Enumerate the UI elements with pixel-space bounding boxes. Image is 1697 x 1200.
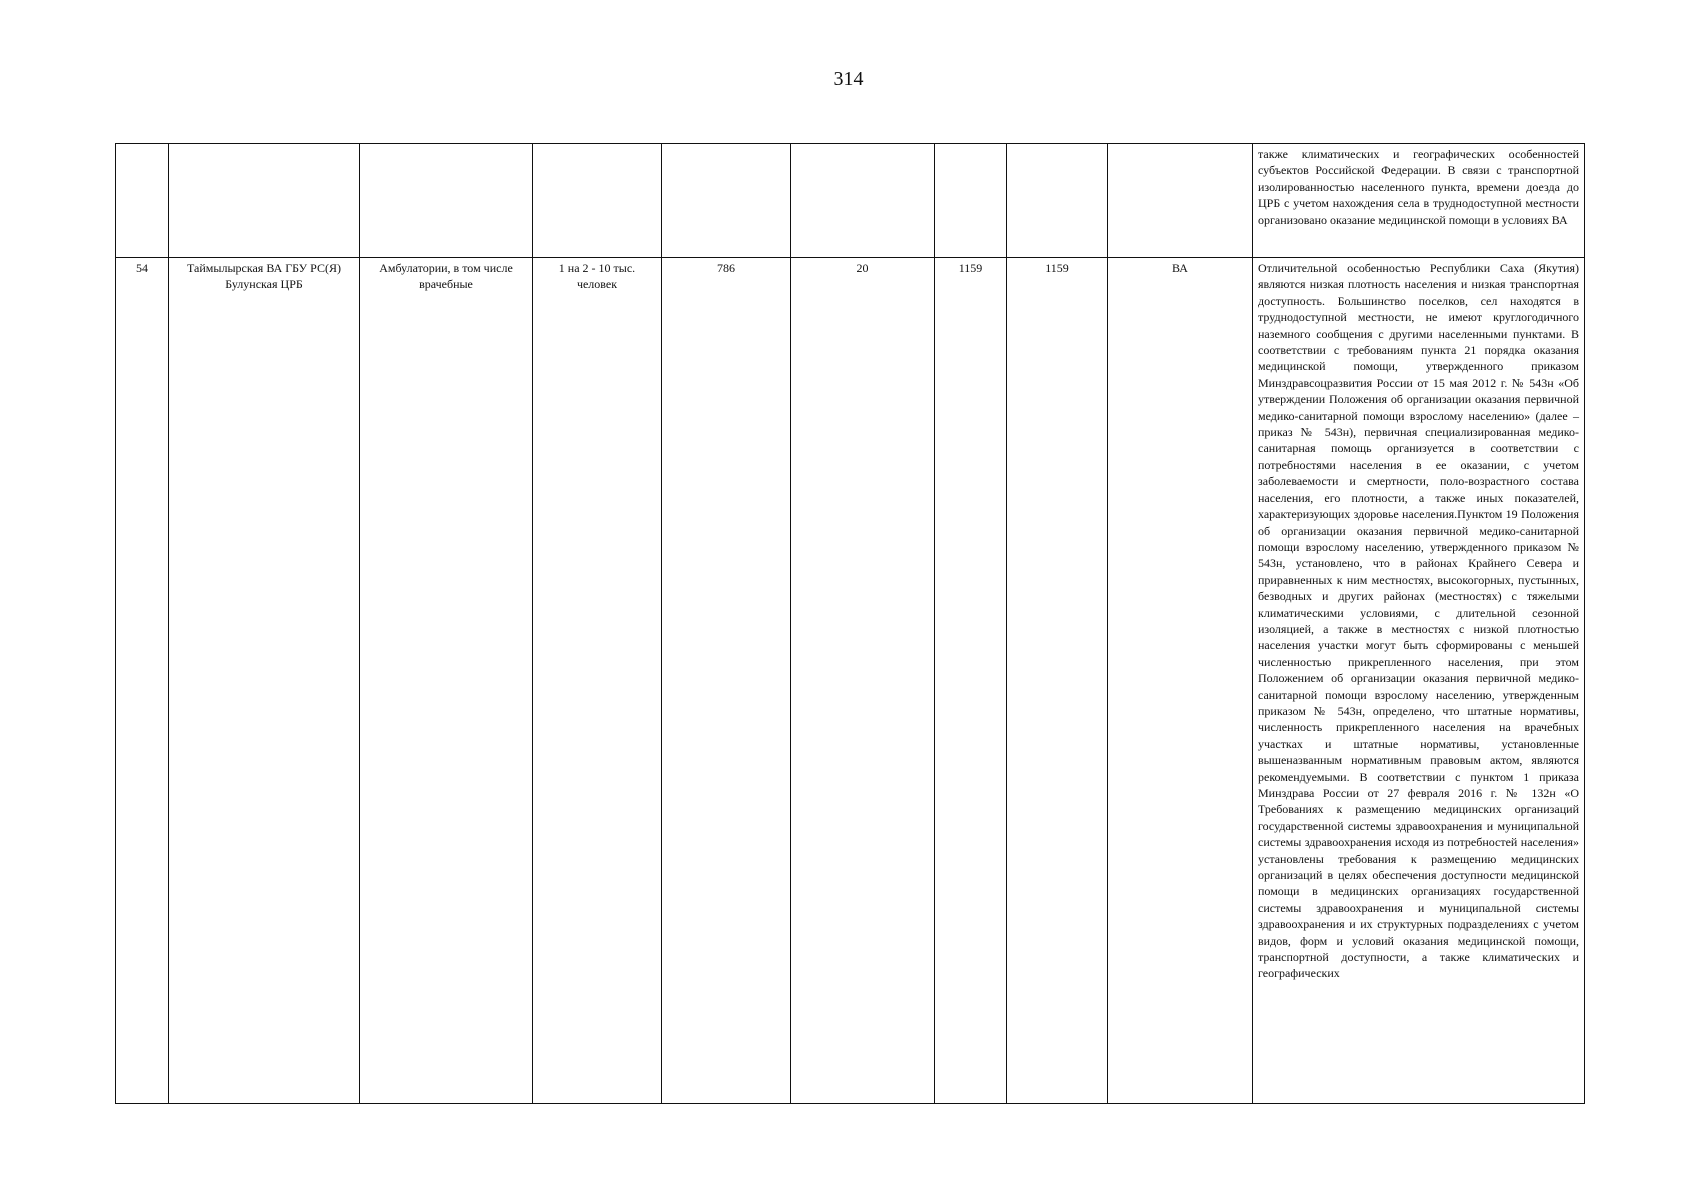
cell-value-b: 1159 bbox=[1007, 258, 1108, 1104]
cell-organization: Таймылырская ВА ГБУ РС(Я) Булунская ЦРБ bbox=[169, 258, 360, 1104]
cell-value-b bbox=[1007, 144, 1108, 258]
page-number: 314 bbox=[833, 68, 864, 90]
cell-unit-type bbox=[360, 144, 533, 258]
cell-organization bbox=[169, 144, 360, 258]
cell-justification: Отличительной особенностью Республики Саха (Якутия) являются низкая плотность населения и низкая транспортная доступность. Большинство поселков, сел находятся в труднодоступной местности, не имеют круглогодичного наземного сообщения с другими населенными пунктами. В соответствии с требованиям пункта 21 порядка оказания медицинской помощи, утвержденного приказом Минздравсоцразвития России от 15 мая 2012 г. № 543н «Об утверждении Положения об организации оказания первичной медико-санитарной помощи взрослому населению» (далее – приказ № 543н), первичная специализированная медико-санитарная помощь организуется в соответствии с потребностями населения в ее оказании, с учетом заболеваемости и смертности, поло-возрастного состава населения, его плотности, а также иных показателей, характеризующих здоровье населения.Пунктом 19 Положения об организации оказания первичной медико-санитарной помощи взрослому населению, утвержденного приказом № 543н, установлено, что в районах Крайнего Севера и приравненных к ним местностях, высокогорных, пустынных, безводных и других районах (местностях) с тяжелыми климатическими условиями, с длительной сезонной изоляцией, а также в местностях с низкой плотностью населения участки могут быть сформированы с меньшей численностью прикрепленного населения, при этом Положением об организации оказания первичной медико-санитарной помощи взрослому населению, утвержденным приказом № 543н, определено, что штатные нормативы, численность прикрепленного населения на врачебных участках и штатные нормативы, установленные вышеназванным нормативным правовым актом, являются рекомендуемыми. В соответствии с пунктом 1 приказа Минздрава России от 27 февраля 2016 г. № 132н «О Требованиях к размещению медицинских организаций государственной системы здравоохранения и муниципальной системы здравоохранения исходя из потребностей населения» установлены требования к размещению медицинских организаций в целях обеспечения доступности медицинской помощи в медицинских организациях государственной системы здравоохранения и муниципальной системы здравоохранения и их структурных подразделениях с учетом видов, форм и условий оказания медицинской помощи, транспортной доступности, а также климатических и географических bbox=[1253, 258, 1585, 1104]
cell-population: 786 bbox=[662, 258, 791, 1104]
cell-justification: также климатических и географических особенностей субъектов Российской Федерации. В связи с транспортной изолированностью населенного пункта, времени доезда до ЦРБ с учетом нахождения села в труднодоступной местности организовано оказание медицинской помощи в условиях ВА bbox=[1253, 144, 1585, 258]
cell-norm bbox=[533, 144, 662, 258]
table-row bbox=[116, 258, 1585, 1104]
cell-value-a: 1159 bbox=[935, 258, 1007, 1104]
cell-population bbox=[662, 144, 791, 258]
cell-norm: 1 на 2 - 10 тыс. человек bbox=[533, 258, 662, 1104]
cell-form: ВА bbox=[1108, 258, 1253, 1104]
cell-number bbox=[116, 144, 169, 258]
cell-value-a bbox=[935, 144, 1007, 258]
cell-form bbox=[1108, 144, 1253, 258]
cell-number: 54 bbox=[116, 258, 169, 1104]
register-table bbox=[115, 143, 1585, 1104]
cell-distance: 20 bbox=[791, 258, 935, 1104]
cell-unit-type: Амбулатории, в том числе врачебные bbox=[360, 258, 533, 1104]
cell-distance bbox=[791, 144, 935, 258]
table-row bbox=[116, 144, 1585, 258]
